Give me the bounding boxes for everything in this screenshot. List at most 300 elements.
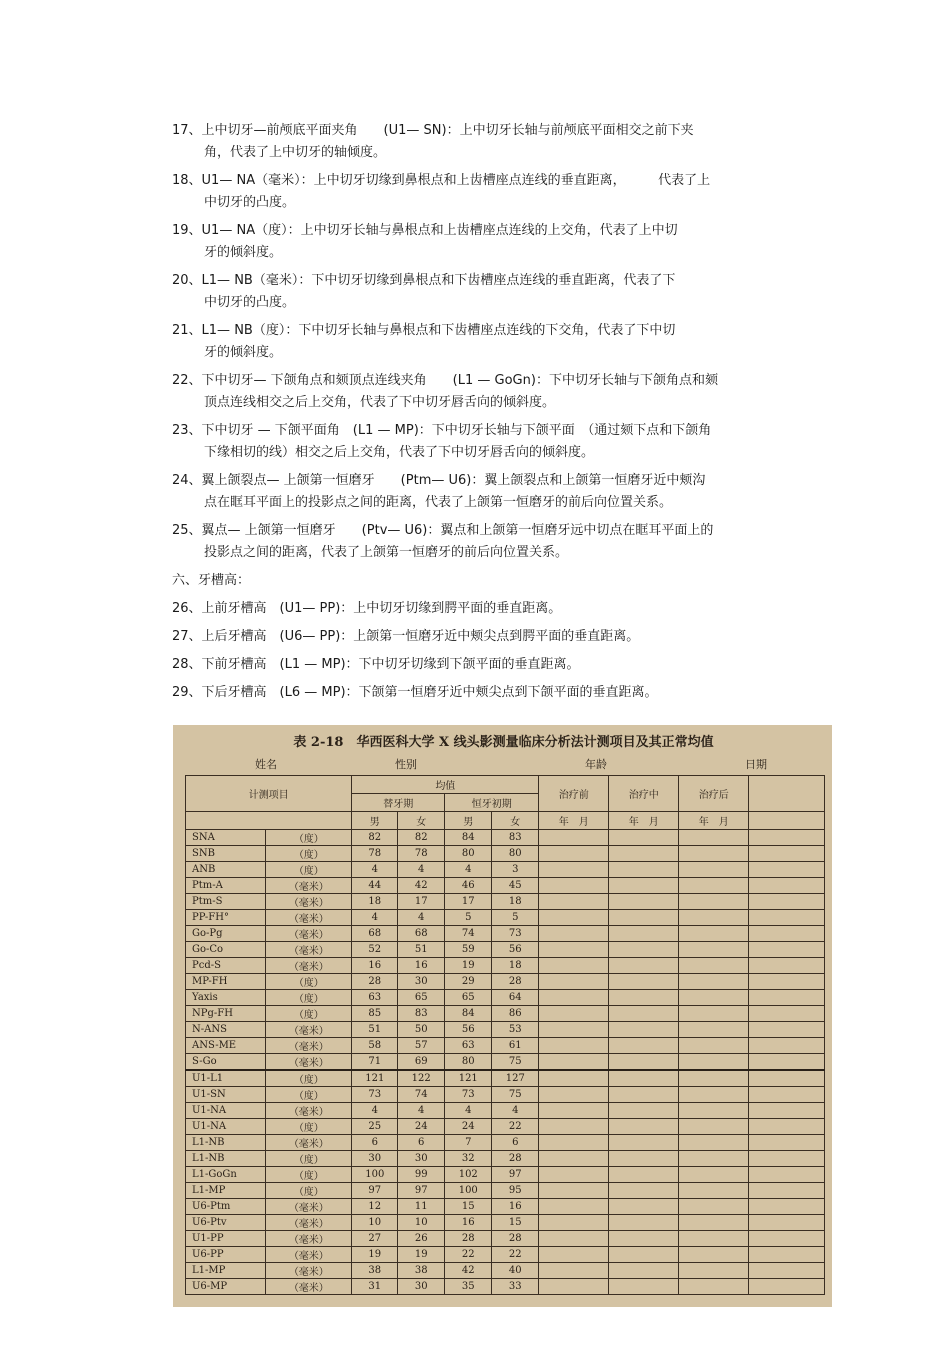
mean-value-cell: 80: [445, 846, 492, 862]
mean-value-cell: 15: [492, 1215, 539, 1231]
treatment-value-cell: [539, 1199, 609, 1215]
mean-value-cell: 32: [445, 1151, 492, 1167]
treatment-value-cell: [749, 1167, 825, 1183]
mean-value-cell: 74: [445, 926, 492, 942]
treatment-value-cell: [749, 894, 825, 910]
treatment-value-cell: [609, 974, 679, 990]
female-header: 女: [492, 812, 539, 830]
item-number: 19、: [172, 223, 202, 238]
treatment-value-cell: [539, 894, 609, 910]
item-text: 翼上颌裂点— 上颌第一恒磨牙 (Ptm— U6)：翼上颌裂点和上颌第一恒磨牙近中颊沟: [201, 473, 706, 488]
unit-cell: （度）: [266, 990, 352, 1006]
treatment-value-cell: [749, 942, 825, 958]
treatment-value-cell: [609, 990, 679, 1006]
unit-cell: （毫米）: [266, 894, 352, 910]
treatment-value-cell: [609, 1231, 679, 1247]
treatment-value-cell: [539, 1022, 609, 1038]
mean-value-cell: 25: [352, 1119, 398, 1135]
treatment-value-cell: [749, 926, 825, 942]
mean-value-cell: 28: [352, 974, 398, 990]
unit-cell: （度）: [266, 1006, 352, 1022]
treatment-value-cell: [539, 1103, 609, 1119]
treatment-value-cell: [679, 1279, 749, 1295]
treatment-value-cell: [749, 1151, 825, 1167]
item-number: 18、: [172, 173, 202, 188]
table-row: [186, 1199, 825, 1215]
mean-value-cell: 57: [398, 1038, 445, 1054]
treatment-value-cell: [749, 1231, 825, 1247]
treatment-value-cell: [539, 1231, 609, 1247]
treatment-value-cell: [609, 1247, 679, 1263]
measure-name-cell: L1-GoGn: [186, 1167, 266, 1183]
measure-name-cell: Go-Co: [186, 942, 266, 958]
table-row: [186, 1087, 825, 1103]
treatment-value-cell: [539, 878, 609, 894]
numbered-item: [172, 654, 812, 676]
mean-value-cell: 10: [398, 1215, 445, 1231]
treatment-value-cell: [609, 942, 679, 958]
treatment-value-cell: [679, 878, 749, 894]
mean-value-cell: 97: [398, 1183, 445, 1199]
before-header: 治疗前: [539, 776, 609, 812]
mean-value-cell: 56: [492, 942, 539, 958]
mean-value-cell: 5: [445, 910, 492, 926]
deciduous-header: 替牙期: [352, 794, 445, 812]
mean-value-cell: 86: [492, 1006, 539, 1022]
treatment-value-cell: [609, 910, 679, 926]
treatment-value-cell: [749, 846, 825, 862]
table-row: [186, 1038, 825, 1054]
mean-value-cell: 84: [445, 830, 492, 846]
name-label: 姓名: [255, 758, 277, 771]
during-header: 治疗中: [609, 776, 679, 812]
treatment-value-cell: [749, 1054, 825, 1071]
item-line: [172, 320, 812, 342]
treatment-value-cell: [749, 878, 825, 894]
table-row: [186, 1279, 825, 1295]
mean-value-cell: 18: [492, 894, 539, 910]
mean-value-cell: 56: [445, 1022, 492, 1038]
item-continuation: 中切牙的凸度。: [204, 295, 296, 310]
mean-value-cell: 4: [352, 862, 398, 878]
measure-name-cell: L1-MP: [186, 1183, 266, 1199]
extra-header: [749, 776, 825, 812]
mean-value-cell: 82: [352, 830, 398, 846]
item-line: [172, 220, 812, 242]
mean-value-cell: 5: [492, 910, 539, 926]
treatment-value-cell: [679, 942, 749, 958]
mean-value-cell: 83: [492, 830, 539, 846]
treatment-value-cell: [539, 990, 609, 1006]
treatment-value-cell: [749, 1103, 825, 1119]
mean-value-cell: 28: [492, 974, 539, 990]
mean-value-cell: 97: [492, 1167, 539, 1183]
measure-name-cell: U1-PP: [186, 1231, 266, 1247]
table-row: [186, 1119, 825, 1135]
unit-cell: （毫米）: [266, 1263, 352, 1279]
table-row: [186, 1070, 825, 1087]
treatment-value-cell: [609, 1054, 679, 1071]
treatment-value-cell: [749, 1119, 825, 1135]
mean-value-cell: 24: [398, 1119, 445, 1135]
treatment-value-cell: [609, 1263, 679, 1279]
treatment-value-cell: [609, 894, 679, 910]
unit-cell: （毫米）: [266, 1022, 352, 1038]
patient-info-row: [185, 755, 822, 775]
treatment-value-cell: [609, 1087, 679, 1103]
treatment-value-cell: [749, 1038, 825, 1054]
treatment-value-cell: [539, 926, 609, 942]
treatment-value-cell: [749, 910, 825, 926]
item-text: 翼点— 上颌第一恒磨牙 (Ptv— U6)：翼点和上颌第一恒磨牙远中切点在眶耳平面上的: [201, 523, 714, 538]
mean-value-cell: 4: [445, 1103, 492, 1119]
item-text: 上中切牙—前颅底平面夹角 (U1— SN)：上中切牙长轴与前颅底平面相交之前下夹: [201, 123, 694, 138]
table-row: [186, 894, 825, 910]
mean-value-cell: 50: [398, 1022, 445, 1038]
item-number: 26、: [172, 601, 202, 616]
mean-value-cell: 35: [445, 1279, 492, 1295]
treatment-value-cell: [679, 1151, 749, 1167]
treatment-value-cell: [539, 1215, 609, 1231]
treatment-value-cell: [539, 910, 609, 926]
treatment-value-cell: [609, 1151, 679, 1167]
mean-value-cell: 3: [492, 862, 539, 878]
mean-value-cell: 18: [492, 958, 539, 974]
mean-value-cell: 16: [398, 958, 445, 974]
numbered-item: [172, 220, 812, 264]
item-text: 下中切牙 — 下颌平面角 (L1 — MP)：下中切牙长轴与下颌平面 （通过颏下点和下颌角: [201, 423, 712, 438]
treatment-value-cell: [679, 1199, 749, 1215]
mean-value-cell: 121: [445, 1070, 492, 1087]
unit-cell: （毫米）: [266, 878, 352, 894]
mean-value-cell: 10: [352, 1215, 398, 1231]
mean-value-cell: 68: [398, 926, 445, 942]
mean-value-cell: 75: [492, 1087, 539, 1103]
unit-cell: （毫米）: [266, 1103, 352, 1119]
mean-value-cell: 52: [352, 942, 398, 958]
mean-value-cell: 63: [445, 1038, 492, 1054]
treatment-value-cell: [749, 958, 825, 974]
treatment-value-cell: [539, 1070, 609, 1087]
treatment-value-cell: [609, 846, 679, 862]
mean-value-cell: 44: [352, 878, 398, 894]
treatment-value-cell: [609, 830, 679, 846]
mean-value-cell: 27: [352, 1231, 398, 1247]
table-row: [186, 910, 825, 926]
treatment-value-cell: [539, 1263, 609, 1279]
unit-cell: （毫米）: [266, 1135, 352, 1151]
treatment-value-cell: [749, 1279, 825, 1295]
treatment-value-cell: [539, 862, 609, 878]
age-label: 年龄: [585, 758, 607, 771]
treatment-value-cell: [609, 1183, 679, 1199]
item-line: [172, 626, 812, 648]
mean-value-cell: 22: [445, 1247, 492, 1263]
year-month-header: 年 月: [539, 812, 609, 830]
table-row: [186, 1247, 825, 1263]
mean-value-cell: 99: [398, 1167, 445, 1183]
treatment-value-cell: [539, 1054, 609, 1071]
mean-value-cell: 51: [352, 1022, 398, 1038]
measure-name-cell: U6-PP: [186, 1247, 266, 1263]
male-header: 男: [445, 812, 492, 830]
item-text: 上后牙槽高 (U6— PP)：上颌第一恒磨牙近中颊尖点到腭平面的垂直距离。: [201, 629, 640, 644]
numbered-item: [172, 682, 812, 704]
treatment-value-cell: [749, 1022, 825, 1038]
treatment-value-cell: [539, 1087, 609, 1103]
table-row: [186, 1183, 825, 1199]
item-line: [172, 654, 812, 676]
table-row: [186, 878, 825, 894]
treatment-value-cell: [679, 1103, 749, 1119]
mean-value-cell: 85: [352, 1006, 398, 1022]
mean-value-cell: 30: [398, 974, 445, 990]
mean-value-cell: 11: [398, 1199, 445, 1215]
treatment-value-cell: [679, 1263, 749, 1279]
sex-label: 性别: [395, 758, 417, 771]
mean-value-cell: 97: [352, 1183, 398, 1199]
item-line: [172, 682, 812, 704]
mean-value-cell: 63: [352, 990, 398, 1006]
treatment-value-cell: [749, 1006, 825, 1022]
mean-value-cell: 73: [492, 926, 539, 942]
mean-value-cell: 40: [492, 1263, 539, 1279]
mean-value-cell: 31: [352, 1279, 398, 1295]
mean-value-cell: 22: [492, 1119, 539, 1135]
unit-cell: （毫米）: [266, 1038, 352, 1054]
mean-value-cell: 17: [445, 894, 492, 910]
item-number: 17、: [172, 123, 202, 138]
item-line: [172, 470, 812, 492]
measure-name-cell: SNA: [186, 830, 266, 846]
item-line: [172, 370, 812, 392]
mean-value-cell: 73: [445, 1087, 492, 1103]
item-continuation: 牙的倾斜度。: [204, 245, 283, 260]
measure-name-cell: U6-MP: [186, 1279, 266, 1295]
blank-header: [186, 812, 352, 830]
item-text: 下中切牙— 下颌角点和颏顶点连线夹角 (L1 — GoGn)：下中切牙长轴与下颌角点和颏: [201, 373, 718, 388]
mean-header: 均值: [352, 776, 539, 794]
treatment-value-cell: [609, 878, 679, 894]
mean-value-cell: 16: [492, 1199, 539, 1215]
unit-cell: （度）: [266, 974, 352, 990]
mean-value-cell: 18: [352, 894, 398, 910]
item-number: 24、: [172, 473, 202, 488]
table-row: [186, 990, 825, 1006]
mean-value-cell: 4: [398, 862, 445, 878]
measure-name-cell: ANS-ME: [186, 1038, 266, 1054]
mean-value-cell: 4: [352, 1103, 398, 1119]
mean-value-cell: 83: [398, 1006, 445, 1022]
unit-cell: （度）: [266, 1070, 352, 1087]
item-continuation: 顶点连线相交之后上交角，代表了下中切牙唇舌向的倾斜度。: [204, 395, 556, 410]
measure-name-cell: L1-NB: [186, 1135, 266, 1151]
treatment-value-cell: [679, 1038, 749, 1054]
permanent-header: 恒牙初期: [445, 794, 539, 812]
mean-value-cell: 46: [445, 878, 492, 894]
item-continuation: 角，代表了上中切牙的轴倾度。: [204, 145, 387, 160]
item-line: [172, 120, 812, 142]
measure-name-cell: NPg-FH: [186, 1006, 266, 1022]
table-row: [186, 942, 825, 958]
numbered-item: [172, 420, 812, 464]
treatment-value-cell: [679, 830, 749, 846]
mean-value-cell: 38: [398, 1263, 445, 1279]
mean-value-cell: 69: [398, 1054, 445, 1071]
mean-value-cell: 45: [492, 878, 539, 894]
table-row: [186, 1151, 825, 1167]
unit-cell: （度）: [266, 846, 352, 862]
item-header: 计测项目: [186, 776, 352, 812]
treatment-value-cell: [679, 926, 749, 942]
treatment-value-cell: [609, 1215, 679, 1231]
treatment-value-cell: [609, 1006, 679, 1022]
scanned-table-image: [173, 725, 832, 1307]
unit-cell: （度）: [266, 830, 352, 846]
measure-name-cell: U1-L1: [186, 1070, 266, 1087]
mean-value-cell: 6: [352, 1135, 398, 1151]
measure-name-cell: N-ANS: [186, 1022, 266, 1038]
treatment-value-cell: [679, 1087, 749, 1103]
treatment-value-cell: [539, 1038, 609, 1054]
mean-value-cell: 127: [492, 1070, 539, 1087]
numbered-item: [172, 626, 812, 648]
treatment-value-cell: [609, 862, 679, 878]
treatment-value-cell: [539, 1279, 609, 1295]
treatment-value-cell: [539, 1119, 609, 1135]
mean-value-cell: 12: [352, 1199, 398, 1215]
unit-cell: （毫米）: [266, 1215, 352, 1231]
treatment-value-cell: [609, 1199, 679, 1215]
item-text: 下后牙槽高 (L6 — MP)：下颌第一恒磨牙近中颊尖点到下颌平面的垂直距离。: [201, 685, 658, 700]
unit-cell: （度）: [266, 1119, 352, 1135]
treatment-value-cell: [679, 990, 749, 1006]
measure-name-cell: U6-Ptv: [186, 1215, 266, 1231]
treatment-value-cell: [749, 862, 825, 878]
measure-name-cell: L1-NB: [186, 1151, 266, 1167]
after-header: 治疗后: [679, 776, 749, 812]
mean-value-cell: 16: [352, 958, 398, 974]
treatment-value-cell: [609, 1070, 679, 1087]
mean-value-cell: 100: [445, 1183, 492, 1199]
table-row: [186, 1231, 825, 1247]
table-row: [186, 1215, 825, 1231]
mean-value-cell: 4: [492, 1103, 539, 1119]
treatment-value-cell: [539, 846, 609, 862]
treatment-value-cell: [539, 958, 609, 974]
item-number: 22、: [172, 373, 202, 388]
treatment-value-cell: [539, 1167, 609, 1183]
mean-value-cell: 4: [398, 1103, 445, 1119]
mean-value-cell: 28: [492, 1151, 539, 1167]
numbered-item: [172, 120, 812, 164]
treatment-value-cell: [749, 1183, 825, 1199]
mean-value-cell: 6: [398, 1135, 445, 1151]
mean-value-cell: 42: [398, 878, 445, 894]
treatment-value-cell: [749, 1215, 825, 1231]
mean-value-cell: 122: [398, 1070, 445, 1087]
treatment-value-cell: [749, 1199, 825, 1215]
item-continuation: 点在眶耳平面上的投影点之间的距离，代表了上颌第一恒磨牙的前后向位置关系。: [204, 495, 673, 510]
measure-name-cell: L1-MP: [186, 1263, 266, 1279]
mean-value-cell: 16: [445, 1215, 492, 1231]
mean-value-cell: 75: [492, 1054, 539, 1071]
item-line: [172, 270, 812, 292]
mean-value-cell: 61: [492, 1038, 539, 1054]
treatment-value-cell: [539, 1151, 609, 1167]
mean-value-cell: 82: [398, 830, 445, 846]
treatment-value-cell: [749, 830, 825, 846]
treatment-value-cell: [679, 1135, 749, 1151]
numbered-item: [172, 320, 812, 364]
mean-value-cell: 19: [352, 1247, 398, 1263]
treatment-value-cell: [539, 1135, 609, 1151]
mean-value-cell: 78: [352, 846, 398, 862]
unit-cell: （度）: [266, 1087, 352, 1103]
treatment-value-cell: [749, 1135, 825, 1151]
treatment-value-cell: [539, 1247, 609, 1263]
treatment-value-cell: [679, 1022, 749, 1038]
unit-cell: （毫米）: [266, 1279, 352, 1295]
measure-name-cell: SNB: [186, 846, 266, 862]
item-line: [172, 520, 812, 542]
treatment-value-cell: [539, 1183, 609, 1199]
measure-name-cell: Pcd-S: [186, 958, 266, 974]
mean-value-cell: 78: [398, 846, 445, 862]
table-row: [186, 846, 825, 862]
numbered-item: [172, 598, 812, 620]
treatment-value-cell: [539, 830, 609, 846]
mean-value-cell: 64: [492, 990, 539, 1006]
treatment-value-cell: [679, 894, 749, 910]
treatment-value-cell: [609, 1279, 679, 1295]
unit-cell: （毫米）: [266, 942, 352, 958]
year-month-header: 年 月: [609, 812, 679, 830]
unit-cell: （毫米）: [266, 910, 352, 926]
table-row: [186, 862, 825, 878]
unit-cell: （度）: [266, 1151, 352, 1167]
treatment-value-cell: [679, 1070, 749, 1087]
mean-value-cell: 53: [492, 1022, 539, 1038]
treatment-value-cell: [679, 974, 749, 990]
year-month-header: 年 月: [679, 812, 749, 830]
mean-value-cell: 38: [352, 1263, 398, 1279]
mean-value-cell: 17: [398, 894, 445, 910]
mean-value-cell: 28: [445, 1231, 492, 1247]
date-label: 日期: [745, 758, 767, 771]
unit-cell: （度）: [266, 862, 352, 878]
treatment-value-cell: [749, 1087, 825, 1103]
item-number: 27、: [172, 629, 202, 644]
numbered-item: [172, 370, 812, 414]
item-text: 上前牙槽高 (U1— PP)：上中切牙切缘到腭平面的垂直距离。: [201, 601, 562, 616]
unit-cell: （毫米）: [266, 1199, 352, 1215]
measure-name-cell: MP-FH: [186, 974, 266, 990]
item-number: 20、: [172, 273, 202, 288]
measure-name-cell: Ptm-S: [186, 894, 266, 910]
mean-value-cell: 28: [492, 1231, 539, 1247]
numbered-item: [172, 520, 812, 564]
unit-cell: （毫米）: [266, 1247, 352, 1263]
measure-name-cell: U1-SN: [186, 1087, 266, 1103]
table-row: [186, 1006, 825, 1022]
mean-value-cell: 30: [398, 1151, 445, 1167]
extra-cell: [749, 812, 825, 830]
item-number: 28、: [172, 657, 202, 672]
numbered-item: [172, 470, 812, 514]
measure-name-cell: Go-Pg: [186, 926, 266, 942]
mean-value-cell: 4: [352, 910, 398, 926]
